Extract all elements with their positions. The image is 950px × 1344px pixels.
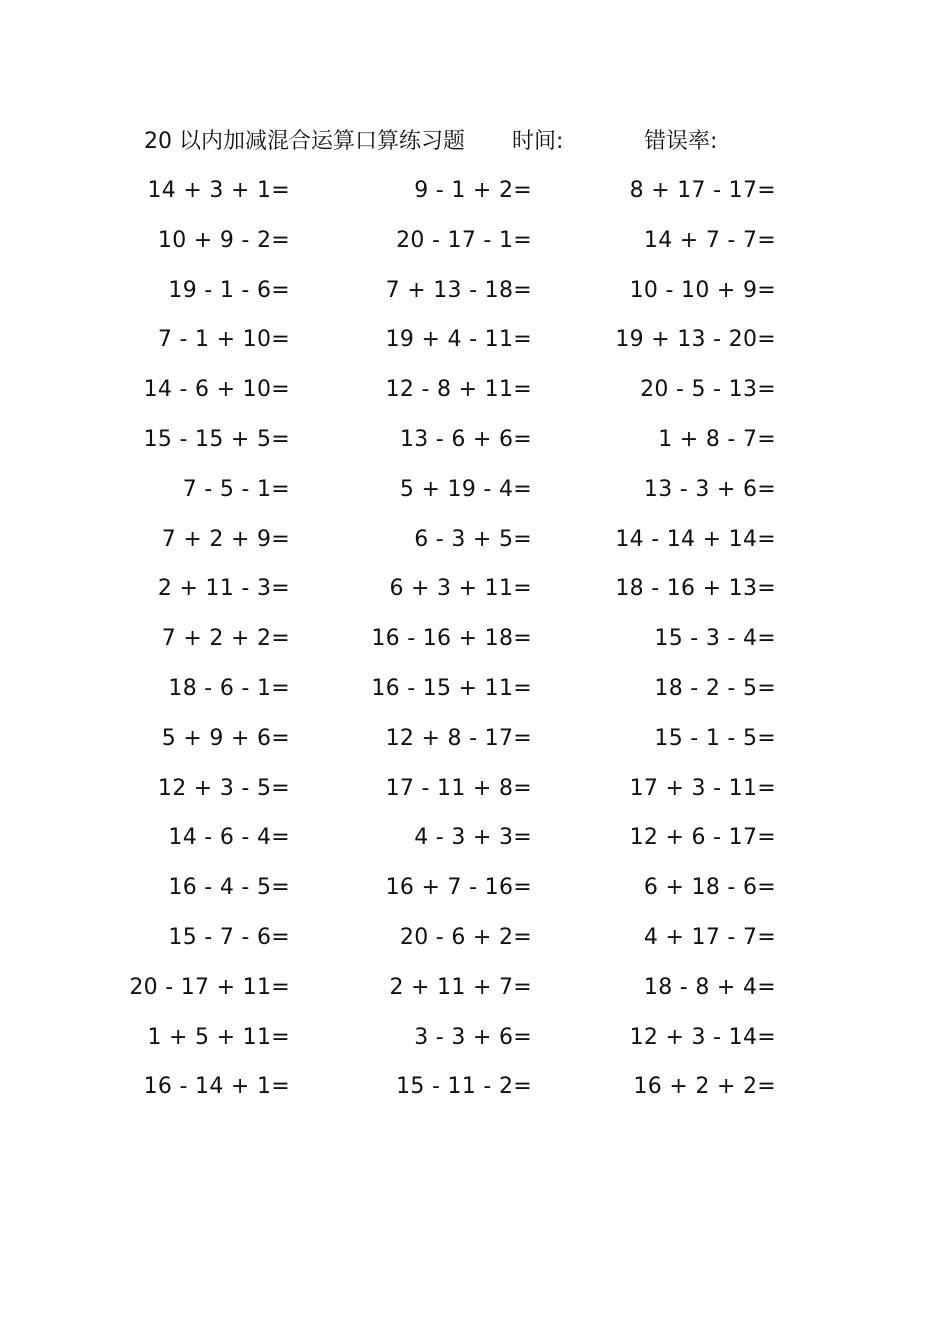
arithmetic-problem: 10 + 9 - 2=	[157, 227, 290, 253]
arithmetic-problem: 6 + 3 + 11=	[389, 576, 532, 602]
arithmetic-problem: 15 - 7 - 6=	[168, 924, 290, 950]
arithmetic-problem: 12 + 3 - 14=	[629, 1024, 776, 1050]
arithmetic-problem: 7 + 2 + 2=	[161, 626, 290, 652]
arithmetic-problem: 14 + 7 - 7=	[643, 227, 776, 253]
arithmetic-problem: 9 - 1 + 2=	[414, 178, 532, 203]
arithmetic-problem: 17 + 3 - 11=	[629, 775, 776, 801]
worksheet-title: 20 以内加减混合运算口算练习题	[144, 129, 465, 154]
arithmetic-problem: 6 - 3 + 5=	[414, 526, 532, 552]
error-rate-label: 错误率:	[644, 129, 718, 154]
problem-column-1	[70, 171, 290, 1117]
problem-column-2	[312, 171, 532, 1117]
arithmetic-problem: 16 - 15 + 11=	[371, 675, 532, 701]
arithmetic-problem: 14 + 3 + 1=	[147, 178, 290, 203]
arithmetic-problem: 19 + 4 - 11=	[385, 327, 532, 353]
arithmetic-problem: 10 - 10 + 9=	[629, 277, 776, 303]
arithmetic-problem: 19 - 1 - 6=	[168, 277, 290, 303]
arithmetic-problem: 18 - 8 + 4=	[643, 974, 776, 1000]
arithmetic-problem: 12 + 6 - 17=	[629, 825, 776, 851]
arithmetic-problem: 17 - 11 + 8=	[385, 775, 532, 801]
arithmetic-problem: 1 + 8 - 7=	[658, 426, 776, 452]
arithmetic-problem: 16 + 7 - 16=	[385, 875, 532, 901]
arithmetic-problem: 16 + 2 + 2=	[633, 1074, 776, 1100]
arithmetic-problem: 16 - 14 + 1=	[143, 1074, 290, 1100]
arithmetic-problem: 12 - 8 + 11=	[385, 377, 532, 403]
arithmetic-problem: 20 - 17 - 1=	[396, 227, 532, 253]
arithmetic-problem: 1 + 5 + 11=	[147, 1024, 290, 1050]
arithmetic-problem: 2 + 11 + 7=	[389, 974, 532, 1000]
arithmetic-problem: 15 - 11 - 2=	[396, 1074, 532, 1100]
arithmetic-problem: 7 - 1 + 10=	[157, 327, 290, 353]
arithmetic-problem: 6 + 18 - 6=	[643, 875, 776, 901]
arithmetic-problem: 12 + 3 - 5=	[157, 775, 290, 801]
arithmetic-problem: 20 - 5 - 13=	[640, 377, 776, 403]
arithmetic-problem: 18 - 2 - 5=	[654, 675, 776, 701]
arithmetic-problem: 7 + 13 - 18=	[385, 277, 532, 303]
arithmetic-problem: 15 - 15 + 5=	[143, 426, 290, 452]
arithmetic-problem: 5 + 19 - 4=	[399, 476, 532, 502]
arithmetic-problem: 7 + 2 + 9=	[161, 526, 290, 552]
arithmetic-problem: 19 + 13 - 20=	[615, 327, 776, 353]
arithmetic-problem: 16 - 16 + 18=	[371, 626, 532, 652]
arithmetic-problem: 18 - 16 + 13=	[615, 576, 776, 602]
arithmetic-problem: 14 - 6 - 4=	[168, 825, 290, 851]
arithmetic-problem: 13 - 6 + 6=	[399, 426, 532, 452]
arithmetic-problem: 18 - 6 - 1=	[168, 675, 290, 701]
arithmetic-problem: 7 - 5 - 1=	[182, 476, 290, 502]
arithmetic-problem: 16 - 4 - 5=	[168, 875, 290, 901]
arithmetic-problem: 12 + 8 - 17=	[385, 725, 532, 751]
arithmetic-problem: 4 + 17 - 7=	[643, 924, 776, 950]
arithmetic-problem: 3 - 3 + 6=	[414, 1024, 532, 1050]
arithmetic-problem: 15 - 1 - 5=	[654, 725, 776, 751]
arithmetic-problem: 2 + 11 - 3=	[157, 576, 290, 602]
time-label: 时间:	[512, 129, 564, 154]
arithmetic-problem: 20 - 6 + 2=	[399, 924, 532, 950]
problem-column-3	[556, 171, 776, 1117]
arithmetic-problem: 13 - 3 + 6=	[643, 476, 776, 502]
arithmetic-problem: 4 - 3 + 3=	[414, 825, 532, 851]
arithmetic-problem: 15 - 3 - 4=	[654, 626, 776, 652]
arithmetic-problem: 20 - 17 + 11=	[129, 974, 290, 1000]
arithmetic-problem: 14 - 6 + 10=	[143, 377, 290, 403]
arithmetic-problem: 8 + 17 - 17=	[629, 178, 776, 203]
arithmetic-problem: 5 + 9 + 6=	[161, 725, 290, 751]
arithmetic-problem: 14 - 14 + 14=	[615, 526, 776, 552]
